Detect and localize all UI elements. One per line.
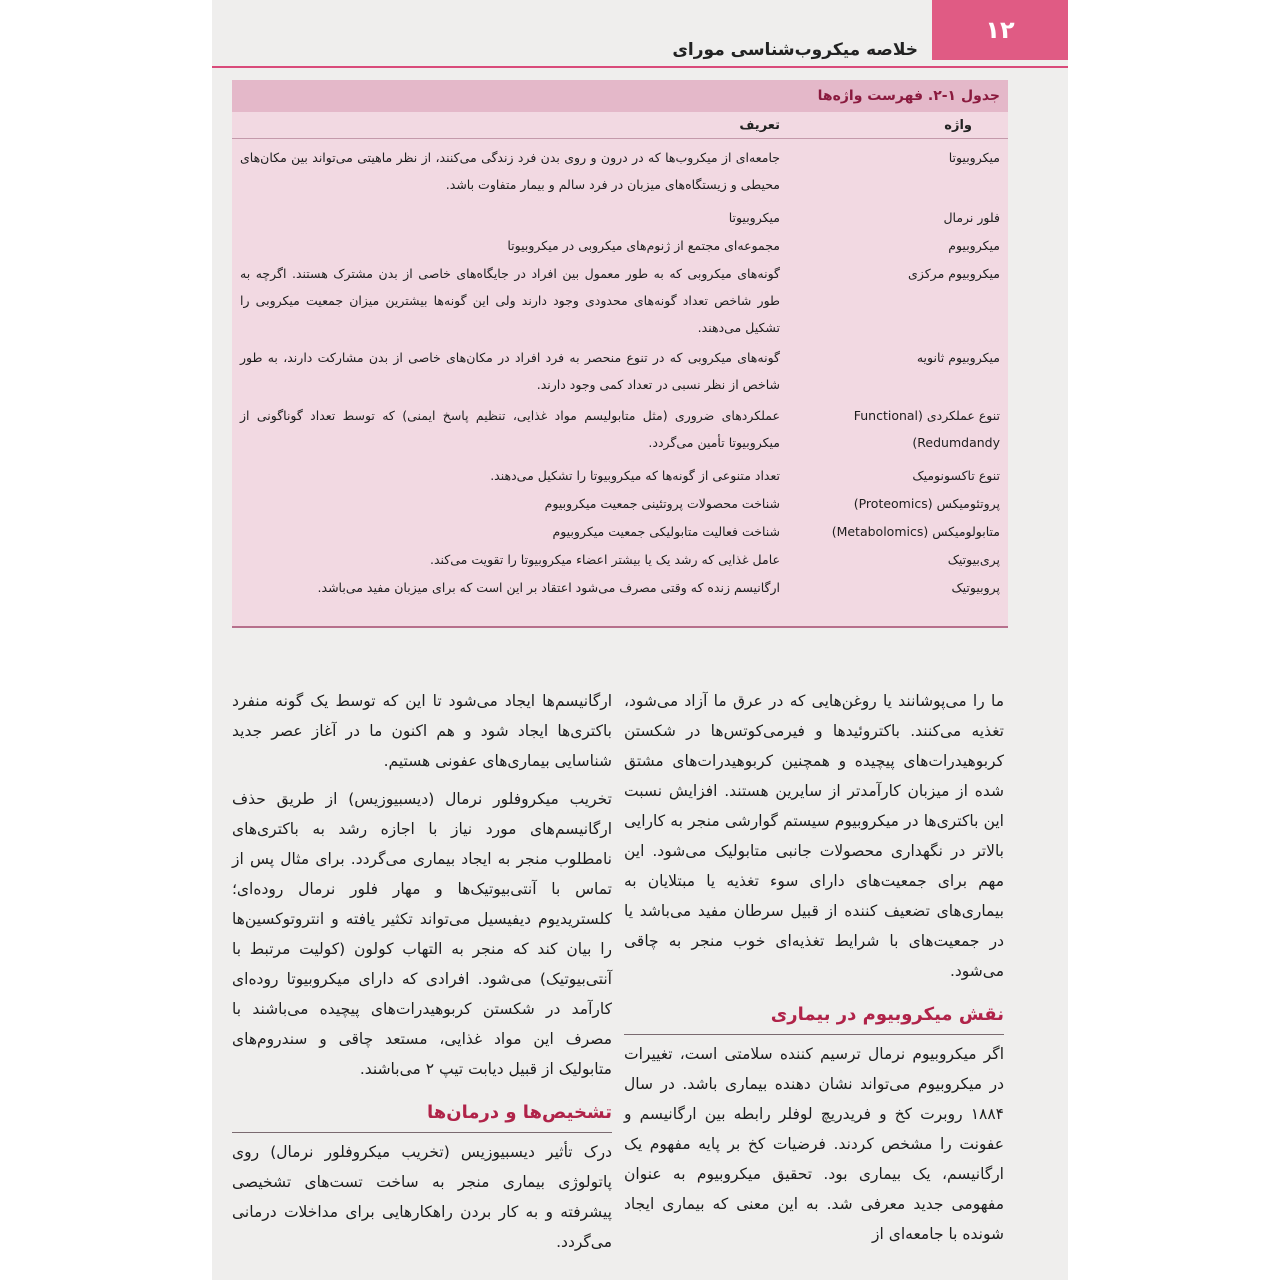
table-row (232, 144, 1008, 204)
table-caption: جدول ۱-۲. فهرست واژه‌ها (232, 80, 1008, 112)
column-header-term: واژه (944, 118, 972, 133)
table-cell-definition: عملکردهای ضروری (مثل متابولیسم مواد غذایی، تنظیم پاسخ ایمنی) که توسط تعداد گوناگونی از میکروبیوتا تأمین می‌گردد. (240, 408, 780, 450)
paragraph: ارگانیسم‌ها ایجاد می‌شود تا این که توسط یک گونه منفرد باکتری‌ها ایجاد شود و هم اکنون ما در آغاز عصر جدید شناسایی بیماری‌های عفونی هستیم. (232, 692, 612, 770)
table-cell-term: پروتئومیکس (Proteomics) (853, 496, 1000, 511)
table-row (232, 490, 1008, 518)
table-row (232, 204, 1008, 232)
table-row (232, 232, 1008, 260)
table-cell-term: پروبیوتیک (951, 580, 1000, 595)
table-cell-term: تنوع عملکردی (Functional Redumdandy) (853, 408, 1000, 450)
table-cell-definition: گونه‌های میکروبی که به طور معمول بین افراد در جایگاه‌های خاصی از بدن مشترک هستند. اگرچه به طور شاخص تعداد گونه‌های محدودی وجود دارند ولی این گونه‌ها بیشترین میزان جمعیت میکروبی را تشکیل می‌دهند. (240, 266, 780, 335)
table-cell-term: تنوع تاکسونومیک (912, 468, 1000, 483)
running-title: خلاصه میکروب‌شناسی مورای (672, 40, 918, 60)
table-cell-definition: گونه‌های میکروبی که در تنوع منحصر به فرد افراد در مکان‌های خاصی از بدن مشارکت دارند، به طور شاخص از نظر نسبی در تعداد کمی وجود دارند. (240, 350, 780, 392)
table-cell-definition: میکروبیوتا (728, 210, 780, 225)
table-cell-term: میکروبیوم ثانویه (916, 350, 1000, 365)
table-row (232, 344, 1008, 402)
table-header-row (232, 118, 1008, 139)
table-cell-definition: جامعه‌ای از میکروب‌ها که در درون و روی بدن فرد زندگی می‌کنند، از نظر ماهیتی می‌تواند بین مکان‌های محیطی و زیستگاه‌های میزبان در فرد سالم و بیمار متفاوت باشد. (240, 150, 780, 192)
table-row (232, 260, 1008, 344)
table-row (232, 546, 1008, 574)
header-divider (212, 66, 1068, 68)
table-cell-definition: ارگانیسم زنده که وقتی مصرف می‌شود اعتقاد بر این است که برای میزبان مفید می‌باشد. (317, 580, 780, 595)
table-cell-term: پری‌بیوتیک (947, 552, 1000, 567)
column-header-definition: تعریف (739, 118, 780, 133)
paragraph: تخریب میکروفلور نرمال (دیسبیوزیس) از طریق حذف ارگانیسم‌های مورد نیاز با اجازه رشد به باکتری‌های نامطلوب منجر به ایجاد بیماری می‌گردد. برای مثال پس از تماس با آنتی‌بیوتیک‌ها و مهار فلور نرمال روده‌ای؛ کلستریدیوم دیفیسیل می‌تواند تکثیر یافته و انتروتوکسین‌ها را بیان کند که منجر به التهاب کولون (کولیت مرتبط با آنتی‌بیوتیک) می‌شود. افرادی که دارای میکروبیوتا روده‌ای کارآمد در شکستن کربوهیدرات‌های پیچیده می‌باشند با مصرف این مواد غذایی، مستعد چاقی و سندروم‌های متابولیک از قبیل دیابت تیپ ۲ می‌باشند. (232, 790, 612, 1078)
paragraph: اگر میکروبیوم نرمال ترسیم کننده سلامتی است، تغییرات در میکروبیوم می‌تواند نشان دهنده بیماری باشد. در سال ۱۸۸۴ روبرت کخ و فریدریچ لوفلر رابطه بین ارگانیسم و عفونت را مشخص کردند. فرضیات کخ بر پایه مفهوم یک ارگانیسم، یک بیماری بود. تحقیق میکروبیوم به عنوان مفهومی جدید معرفی شد. به این معنی که بیماری ایجاد شونده با جامعه‌ای از (624, 1045, 1004, 1243)
table-cell-definition: مجموعه‌ای مجتمع از ژنوم‌های میکروبی در میکروبیوتا (507, 238, 780, 253)
section-heading: نقش میکروبیوم در بیماری (624, 1000, 1004, 1035)
table-cell-term: متابولومیکس (Metabolomics) (831, 524, 1000, 539)
page-number: ۱۲ (932, 0, 1068, 60)
table-bottom-rule (232, 626, 1008, 628)
table-cell-definition: عامل غذایی که رشد یک یا بیشتر اعضاء میکروبیوتا را تقویت می‌کند. (429, 552, 780, 567)
book-page (212, 0, 1068, 1280)
text-column-left (232, 686, 612, 1265)
paragraph: ما را می‌پوشانند یا روغن‌هایی که در عرق ما آزاد می‌شود، تغذیه می‌کنند. باکتروئیدها و فیرمی‌کوتس‌ها در شکستن کربوهیدرات‌های پیچیده و همچنین کربوهیدرات‌های مشتق شده از میزبان کارآمدتر از سایرین هستند. افزایش نسبت این باکتری‌ها در میکروبیوم سیستم گوارشی منجر به کارایی بالاتر در نگهداری محصولات جانبی متابولیک می‌شود. این مهم برای جمعیت‌های دارای سوء تغذیه یا مبتلایان به بیماری‌های تضعیف کننده از قبیل سرطان مفید می‌باشد یا در جمعیت‌های با شرایط تغذیه‌ای خوب منجر به چاقی می‌شود. (624, 692, 1004, 980)
table-cell-definition: شناخت محصولات پروتئینی جمعیت میکروبیوم (544, 496, 780, 511)
table-row (232, 402, 1008, 462)
table-cell-term: میکروبیوم (948, 238, 1000, 253)
table-cell-definition: تعداد متنوعی از گونه‌ها که میکروبیوتا را تشکیل می‌دهند. (490, 468, 780, 483)
table-row (232, 518, 1008, 546)
paragraph: درک تأثیر دیسبیوزیس (تخریب میکروفلور نرمال) روی پاتولوژی بیماری منجر به ساخت تست‌های تشخیصی پیشرفته و به کار بردن راهکارهایی برای مداخلات درمانی می‌گردد. (232, 1143, 612, 1251)
glossary-table (232, 80, 1008, 628)
text-column-right (624, 686, 1004, 1257)
table-cell-term: فلور نرمال (943, 210, 1000, 225)
table-cell-definition: شناخت فعالیت متابولیکی جمعیت میکروبیوم (552, 524, 780, 539)
table-cell-term: میکروبیوتا (948, 150, 1000, 165)
section-heading: تشخیص‌ها و درمان‌ها (232, 1098, 612, 1133)
table-cell-term: میکروبیوم مرکزی (908, 266, 1000, 281)
table-row (232, 462, 1008, 490)
table-row (232, 574, 1008, 602)
